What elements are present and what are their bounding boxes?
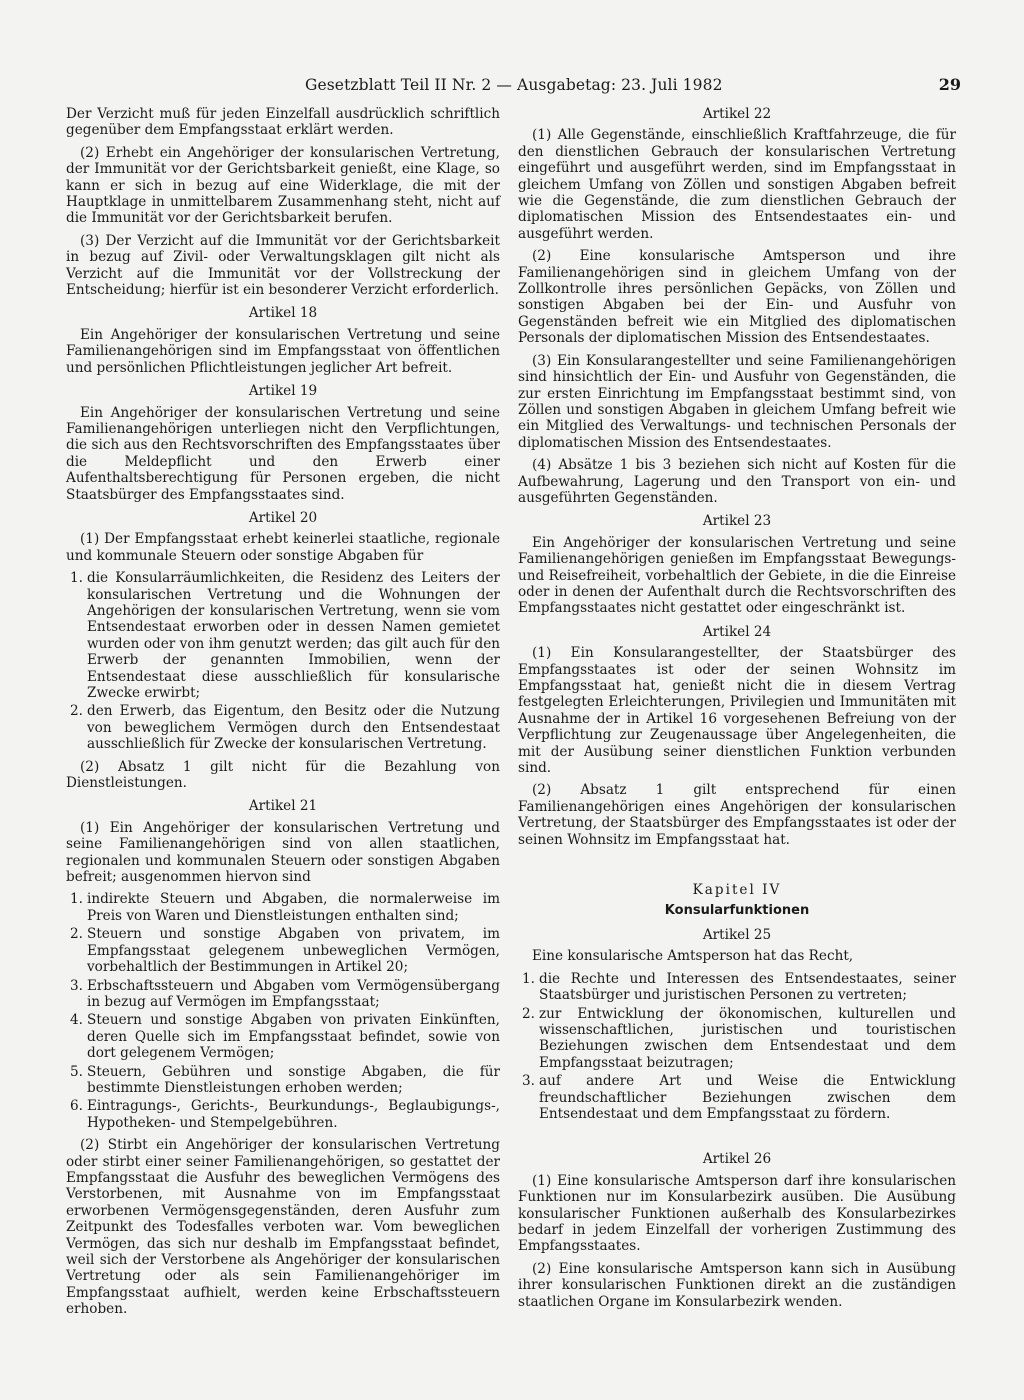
article-heading: Artikel 18 <box>248 305 318 322</box>
list-item <box>518 1006 956 1072</box>
paragraph: (1) Ein Konsularangestellter, der Staatsbürger des Empfangsstaates ist oder der seinen Wohnsitz im Empfangsstaat hat, genießt nicht die in diesem Vertrag festgelegten Erleichterungen, Privilegien und Immunitäten mit Ausnahme der in Artikel 16 vorgesehenen Befreiung von der Verpflichtung zur Zeugenaussage über Angelegenheiten, die mit der Ausübung seiner dienstlichen Funktion verbunden sind. <box>518 645 956 777</box>
list-item <box>66 891 500 924</box>
list-text: indirekte Steuern und Abgaben, die normalerweise im Preis von Waren und Dienstleistungen enthalten sind; <box>87 891 500 924</box>
article-heading: Artikel 26 <box>702 1151 772 1168</box>
list-text: zur Entwicklung der ökonomischen, kulturellen und wissenschaftlichen, juristischen und touristischen Beziehungen zwischen dem Entsendestaat und dem Empfangsstaat beizutragen; <box>539 1005 956 1071</box>
paragraph: (2) Erhebt ein Angehöriger der konsularischen Vertretung, der Immunität vor der Gerichtsbarkeit genießt, eine Klage, so kann er sich in bezug auf eine Widerklage, die mit der Hauptklage in unmittelbarem Zusammenhang steht, nicht auf die Immunität vor der Gerichtsbarkeit berufen. <box>66 144 500 227</box>
paragraph: (2) Absatz 1 gilt nicht für die Bezahlung von Dienstleistungen. <box>66 758 500 792</box>
article-heading: Artikel 21 <box>248 798 318 815</box>
chapter-heading: Kapitel IV <box>692 882 782 899</box>
paragraph: Ein Angehöriger der konsularischen Vertretung und seine Familienangehörigen sind im Empfangsstaat von öffentlichen und persönlichen Pflichtleistungen jeglicher Art befreit. <box>66 326 500 376</box>
list-number: 4. <box>70 1012 83 1029</box>
article-heading: Artikel 19 <box>248 383 318 400</box>
list-number: 1. <box>522 970 535 987</box>
paragraph: Ein Angehöriger der konsularischen Vertretung und seine Familienangehörigen genießen im Empfangsstaat Bewegungs- und Reisefreiheit, vorbehaltlich der Gebiete, in die die Einreise oder in denen der Aufenthalt durch die Rechtsvorschriften des Empfangsstaates nicht gestattet oder eingeschränkt ist. <box>518 534 956 617</box>
list-text: Steuern und sonstige Abgaben von privatem, im Empfangsstaat gelegenem unbeweglichen Vermögen, vorbehaltlich der Bestimmungen in Artikel 20; <box>87 926 500 976</box>
article-heading: Artikel 20 <box>248 509 318 526</box>
paragraph: (1) Ein Angehöriger der konsularischen Vertretung und seine Familienangehörigen sind von allen staatlichen, regionalen und kommunalen Steuern oder sonstigen Abgaben befreit; ausgenommen hiervon sind <box>66 819 500 886</box>
paragraph: (2) Absatz 1 gilt entsprechend für einen Familienangehörigen eines Angehörigen der konsularischen Vertretung, der Staatsbürger des Empfangsstaates ist oder der seinen Wohnsitz im Empfangsstaat hat. <box>518 782 956 848</box>
list-text: Steuern, Gebühren und sonstige Abgaben, die für bestimmte Dienstleistungen erhoben werden; <box>87 1063 500 1096</box>
running-title: Gesetzblatt Teil II Nr. 2 — Ausgabetag: 23. Juli 1982 <box>305 76 723 94</box>
list-item <box>66 978 500 1011</box>
list-item <box>66 1064 500 1097</box>
list-number: 3. <box>70 977 83 994</box>
list-text: die Konsularräumlichkeiten, die Residenz des Leiters der konsularischen Vertretung und die Wohnungen der Angehörigen der konsularischen Vertretung, wenn sie vom Entsendestaat erworben oder in dessen Namen gemietet wurden oder von ihm genutzt werden; das gilt auch für den Erwerb der genannten Immobilien, wenn der Entsendestaat diese ausschließlich für konsularische Zwecke erwirbt; <box>87 570 500 701</box>
list-item <box>518 1073 956 1122</box>
article-heading: Artikel 25 <box>702 926 772 943</box>
paragraph: (1) Alle Gegenstände, einschließlich Kraftfahrzeuge, die für den dienstlichen Gebrauch der konsularischen Vertretung eingeführt und ausgeführt werden, sind im Empfangsstaat in gleichem Umfang von Zöllen und sonstigen Abgaben befreit wie die Gegenstände, die zum dienstlichen Gebrauch der diplomatischen Mission des Entsendestaates ein- und ausgeführt werden. <box>518 127 956 242</box>
article-heading: Artikel 23 <box>702 513 772 530</box>
paragraph: (3) Der Verzicht auf die Immunität vor der Gerichtsbarkeit in bezug auf Zivil- oder Verwaltungsklagen gilt nicht als Verzicht auf die Immunität vor der Vollstreckung der Entscheidung; hierfür ist ein besonderer Verzicht erforderlich. <box>66 232 500 299</box>
list-number: 1. <box>70 891 83 908</box>
paragraph: (2) Stirbt ein Angehöriger der konsularischen Vertretung oder stirbt einer seiner Familienangehörigen, so gestattet der Empfangsstaat die Ausfuhr des beweglichen Vermögens des Verstorbenen, mit Ausnahme von im Empfangsstaat erworbenen Vermögensgegenständen, deren Ausfuhr zum Zeitpunkt des Todesfalles verboten war. Vom beweglichen Vermögen, das sich nur deshalb im Empfangsstaat befindet, weil sich der Verstorbene als Angehöriger der konsularischen Vertretung oder als sein Familienangehöriger im Empfangsstaat aufhielt, werden keine Erbschaftssteuern erhoben. <box>66 1137 500 1318</box>
spacer <box>518 1128 956 1144</box>
list-item <box>66 1012 500 1061</box>
paragraph: (2) Eine konsularische Amtsperson und ihre Familienangehörigen sind in gleichem Umfang von der Zollkontrolle ihres persönlichen Gepäcks, von Zöllen und sonstigen Abgaben bei der Ein- und Ausfuhr von Gegenständen befreit wie ein Mitglied des diplomatischen Personals der diplomatischen Mission des Entsendestaates. <box>518 248 956 347</box>
paragraph: Ein Angehöriger der konsularischen Vertretung und seine Familienangehörigen unterliegen nicht den Verpflichtungen, die sich aus den Rechtsvorschriften des Empfangsstaates über die Meldepflicht und den Erwerb einer Aufenthaltsberechtigung für Personen ergeben, die nicht Staatsbürger des Empfangsstaates sind. <box>66 404 500 503</box>
list-item <box>66 926 500 975</box>
list-number: 2. <box>70 926 83 943</box>
chapter-title: Konsularfunktionen <box>664 903 810 919</box>
list-number: 2. <box>70 703 83 720</box>
list-number: 3. <box>522 1073 535 1090</box>
list-number: 2. <box>522 1005 535 1022</box>
left-column <box>66 106 500 1324</box>
paragraph: Eine konsularische Amtsperson hat das Recht, <box>532 948 854 965</box>
right-column <box>518 106 956 1316</box>
list-number: 5. <box>70 1063 83 1080</box>
list-number: 6. <box>70 1098 83 1115</box>
list-item <box>66 703 500 752</box>
numbered-list <box>66 891 500 1131</box>
list-item <box>66 1098 500 1131</box>
paragraph: Der Verzicht muß für jeden Einzelfall ausdrücklich schriftlich gegenüber dem Empfangsstaat erklärt werden. <box>66 106 500 139</box>
article-heading: Artikel 22 <box>702 106 772 122</box>
list-text: auf andere Art und Weise die Entwicklung freundschaftlicher Beziehungen zwischen dem Entsendestaat und dem Empfangsstaat zu fördern. <box>539 1073 956 1122</box>
paragraph: (1) Eine konsularische Amtsperson darf ihre konsularischen Funktionen nur im Konsularbezirk ausüben. Die Ausübung konsularischer Funktionen außerhalb des Konsularbezirkes bedarf in jedem Einzelfall der vorherigen Zustimmung des Empfangsstaates. <box>518 1172 956 1255</box>
list-text: die Rechte und Interessen des Entsendestaates, seiner Staatsbürger und juristischen Personen zu vertreten; <box>539 970 956 1004</box>
list-text: Steuern und sonstige Abgaben von privaten Einkünften, deren Quelle sich im Empfangsstaat befindet, sowie von dort gelegenem Vermögen; <box>87 1012 500 1062</box>
page-number: 29 <box>938 75 961 94</box>
list-item <box>518 971 956 1004</box>
list-text: Eintragungs-, Gerichts-, Beurkundungs-, Beglaubigungs-, Hypotheken- und Stempelgebühren. <box>87 1098 500 1131</box>
article-heading: Artikel 24 <box>702 623 772 640</box>
list-item <box>66 570 500 701</box>
list-text: den Erwerb, das Eigentum, den Besitz oder die Nutzung von beweglichem Vermögen durch den Entsendestaat ausschließlich für Zwecke der konsularischen Vertretung. <box>87 703 500 753</box>
paragraph: (1) Der Empfangsstaat erhebt keinerlei staatliche, regionale und kommunale Steuern oder sonstige Abgaben für <box>66 531 500 564</box>
numbered-list <box>66 570 500 752</box>
list-number: 1. <box>70 570 83 587</box>
paragraph: (4) Absätze 1 bis 3 beziehen sich nicht auf Kosten für die Aufbewahrung, Lagerung und den Transport von ein- und ausgeführten Gegenständen. <box>518 457 956 506</box>
paragraph: (2) Eine konsularische Amtsperson kann sich in Ausübung ihrer konsularischen Funktionen direkt an die zuständigen staatlichen Organe im Konsularbezirk wenden. <box>518 1260 956 1310</box>
paragraph: (3) Ein Konsularangestellter und seine Familienangehörigen sind hinsichtlich der Ein- und Ausfuhr von Gegenständen, die zur ersten Einrichtung im Empfangsstaat bestimmt sind, von Zöllen und sonstigen Abgaben in gleichem Umfang befreit wie ein Mitglied des Verwaltungs- und technischen Personals der diplomatischen Mission des Entsendestaates. <box>518 352 956 451</box>
list-text: Erbschaftssteuern und Abgaben vom Vermögensübergang in bezug auf Vermögen im Empfangsstaat; <box>87 977 500 1010</box>
numbered-list <box>518 971 956 1123</box>
page-header <box>305 74 965 96</box>
